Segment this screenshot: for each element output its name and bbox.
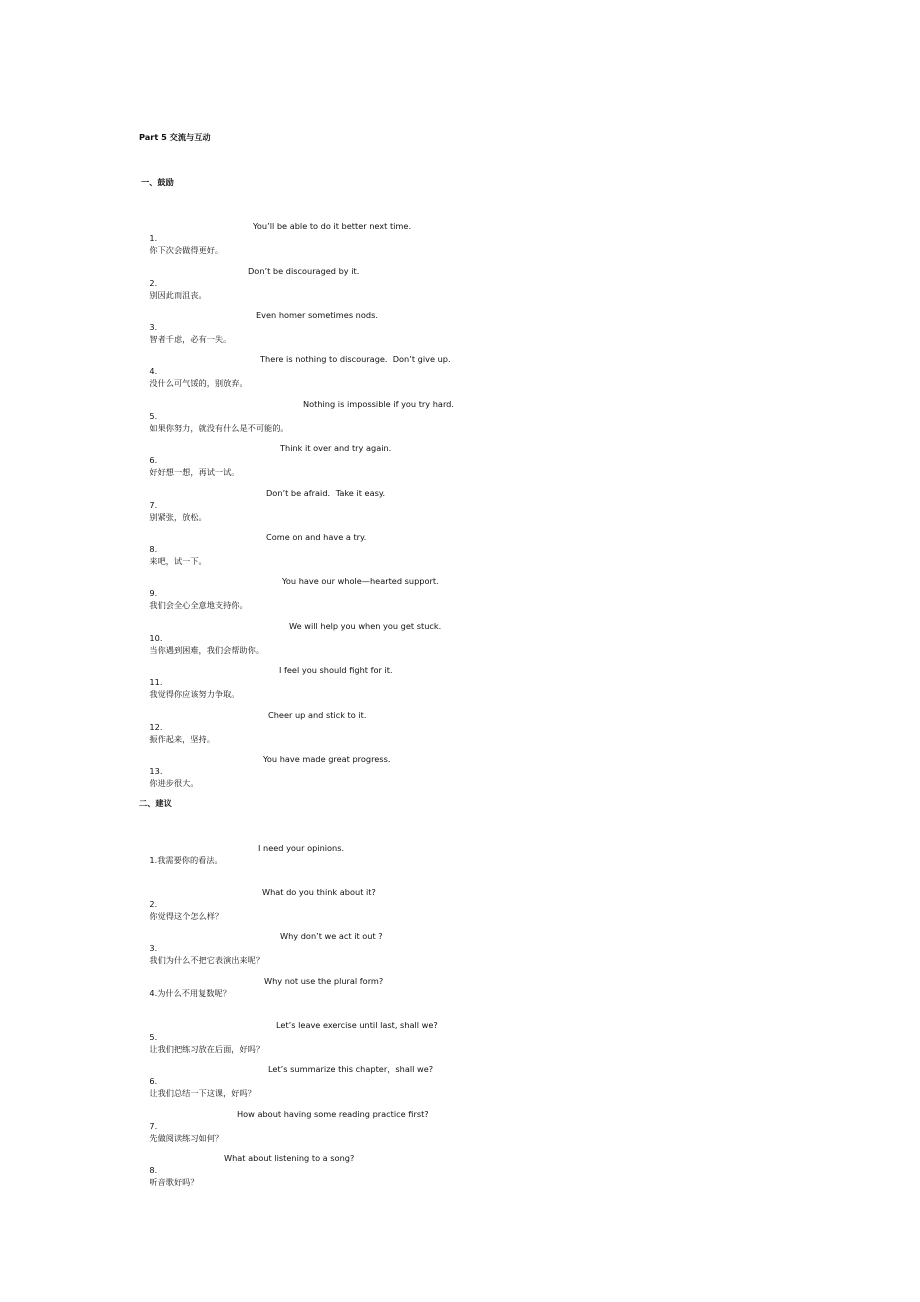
item-english: Don’t be discouraged by it. xyxy=(248,266,360,276)
item-chinese: 让我们总结一下这课，好吗？ xyxy=(149,1088,256,1098)
item-number: 5. xyxy=(149,411,158,421)
item-number: 7. xyxy=(149,1121,158,1131)
item-number: 4. xyxy=(149,988,158,998)
item-english: What do you think about it? xyxy=(262,887,376,897)
item-number: 7. xyxy=(149,500,158,510)
list-item xyxy=(139,1108,429,1143)
item-english: Cheer up and stick to it. xyxy=(268,710,367,720)
list-item xyxy=(139,442,392,477)
item-chinese: 好好想一想，再试一试。 xyxy=(149,467,240,477)
list-item xyxy=(139,1152,355,1187)
list-item xyxy=(139,353,451,388)
item-chinese: 你下次会做得更好。 xyxy=(149,245,224,255)
item-english: You have made great progress. xyxy=(263,754,391,764)
list-item xyxy=(139,487,386,522)
item-number: 2. xyxy=(149,278,158,288)
section-heading-suggestions: 二、建议 xyxy=(139,798,172,808)
list-item xyxy=(139,1063,434,1098)
part-title-line xyxy=(139,131,211,143)
item-chinese: 先做阅读练习如何？ xyxy=(149,1133,224,1143)
item-english: Nothing is impossible if you try hard. xyxy=(303,399,454,409)
item-number: 10. xyxy=(149,633,163,643)
item-chinese: 我们为什么不把它表演出来呢？ xyxy=(149,955,265,965)
item-english: Even homer sometimes nods. xyxy=(256,310,378,320)
item-chinese: 我需要你的看法。 xyxy=(157,855,223,865)
part-title: Part 5 xyxy=(139,132,167,142)
list-item xyxy=(139,620,442,655)
item-chinese: 智者千虑，必有一失。 xyxy=(149,334,232,344)
item-number: 3. xyxy=(149,943,158,953)
list-item xyxy=(139,575,439,610)
list-item xyxy=(139,975,384,998)
item-english: I need your opinions. xyxy=(258,843,345,853)
item-english: I feel you should fight for it. xyxy=(279,665,393,675)
item-english: You’ll be able to do it better next time. xyxy=(253,221,412,231)
item-chinese: 来吧，试一下。 xyxy=(149,556,207,566)
list-item xyxy=(139,753,391,788)
item-chinese: 别紧张，放松。 xyxy=(149,512,207,522)
item-chinese: 你觉得这个怎么样？ xyxy=(149,911,224,921)
item-chinese: 你进步很大。 xyxy=(149,778,199,788)
list-item xyxy=(139,842,345,865)
item-number: 4. xyxy=(149,366,158,376)
item-chinese: 听音歌好吗？ xyxy=(149,1177,199,1187)
list-item xyxy=(139,220,412,255)
list-item xyxy=(139,709,367,744)
item-english: Let’s leave exercise until last, shall we? xyxy=(276,1020,438,1030)
item-chinese: 别因此而沮丧。 xyxy=(149,290,207,300)
list-item xyxy=(139,886,376,921)
list-item xyxy=(139,398,454,433)
item-english: Think it over and try again. xyxy=(280,443,392,453)
item-english: Why not use the plural form? xyxy=(264,976,384,986)
list-item xyxy=(139,309,378,344)
item-number: 8. xyxy=(149,544,158,554)
section-heading-encouragement: 一、鼓励 xyxy=(141,177,174,187)
item-chinese: 为什么不用复数呢？ xyxy=(157,988,231,998)
item-number: 6. xyxy=(149,1076,158,1086)
item-chinese: 让我们把练习放在后面，好吗？ xyxy=(149,1044,265,1054)
item-english: Don’t be afraid．Take it easy. xyxy=(266,488,386,498)
item-number: 5. xyxy=(149,1032,158,1042)
item-chinese: 振作起来，坚持。 xyxy=(149,734,215,744)
item-number: 1. xyxy=(149,233,158,243)
list-item xyxy=(139,664,393,699)
item-number: 2. xyxy=(149,899,158,909)
item-chinese: 当你遇到困难，我们会帮助你。 xyxy=(149,645,265,655)
item-number: 8. xyxy=(149,1165,158,1175)
item-number: 13. xyxy=(149,766,163,776)
item-english: We will help you when you get stuck. xyxy=(289,621,442,631)
item-english: There is nothing to discourage. Don’t give up. xyxy=(260,354,451,364)
item-chinese: 我们会全心全意地支持你。 xyxy=(149,600,248,610)
list-item xyxy=(139,265,360,300)
item-english: Let’s summarize this chapter，shall we? xyxy=(268,1064,434,1074)
item-english: You have our whole—hearted support. xyxy=(282,576,439,586)
item-english: Why don’t we act it out ? xyxy=(280,931,383,941)
item-english: How about having some reading practice first? xyxy=(237,1109,429,1119)
list-item xyxy=(139,531,367,566)
item-number: 9. xyxy=(149,588,158,598)
part-subtitle: 交流与互动 xyxy=(169,132,211,142)
item-english: What about listening to a song? xyxy=(224,1153,355,1163)
item-number: 6. xyxy=(149,455,158,465)
item-number: 12. xyxy=(149,722,163,732)
list-item xyxy=(139,930,383,965)
item-chinese: 如果你努力，就没有什么是不可能的。 xyxy=(149,423,289,433)
item-english: Come on and have a try. xyxy=(266,532,367,542)
item-number: 11. xyxy=(149,677,163,687)
item-number: 1. xyxy=(149,855,158,865)
item-chinese: 我觉得你应该努力争取。 xyxy=(149,689,240,699)
list-item xyxy=(139,1019,438,1054)
item-chinese: 没什么可气馁的，别放弃。 xyxy=(149,378,248,388)
item-number: 3. xyxy=(149,322,158,332)
